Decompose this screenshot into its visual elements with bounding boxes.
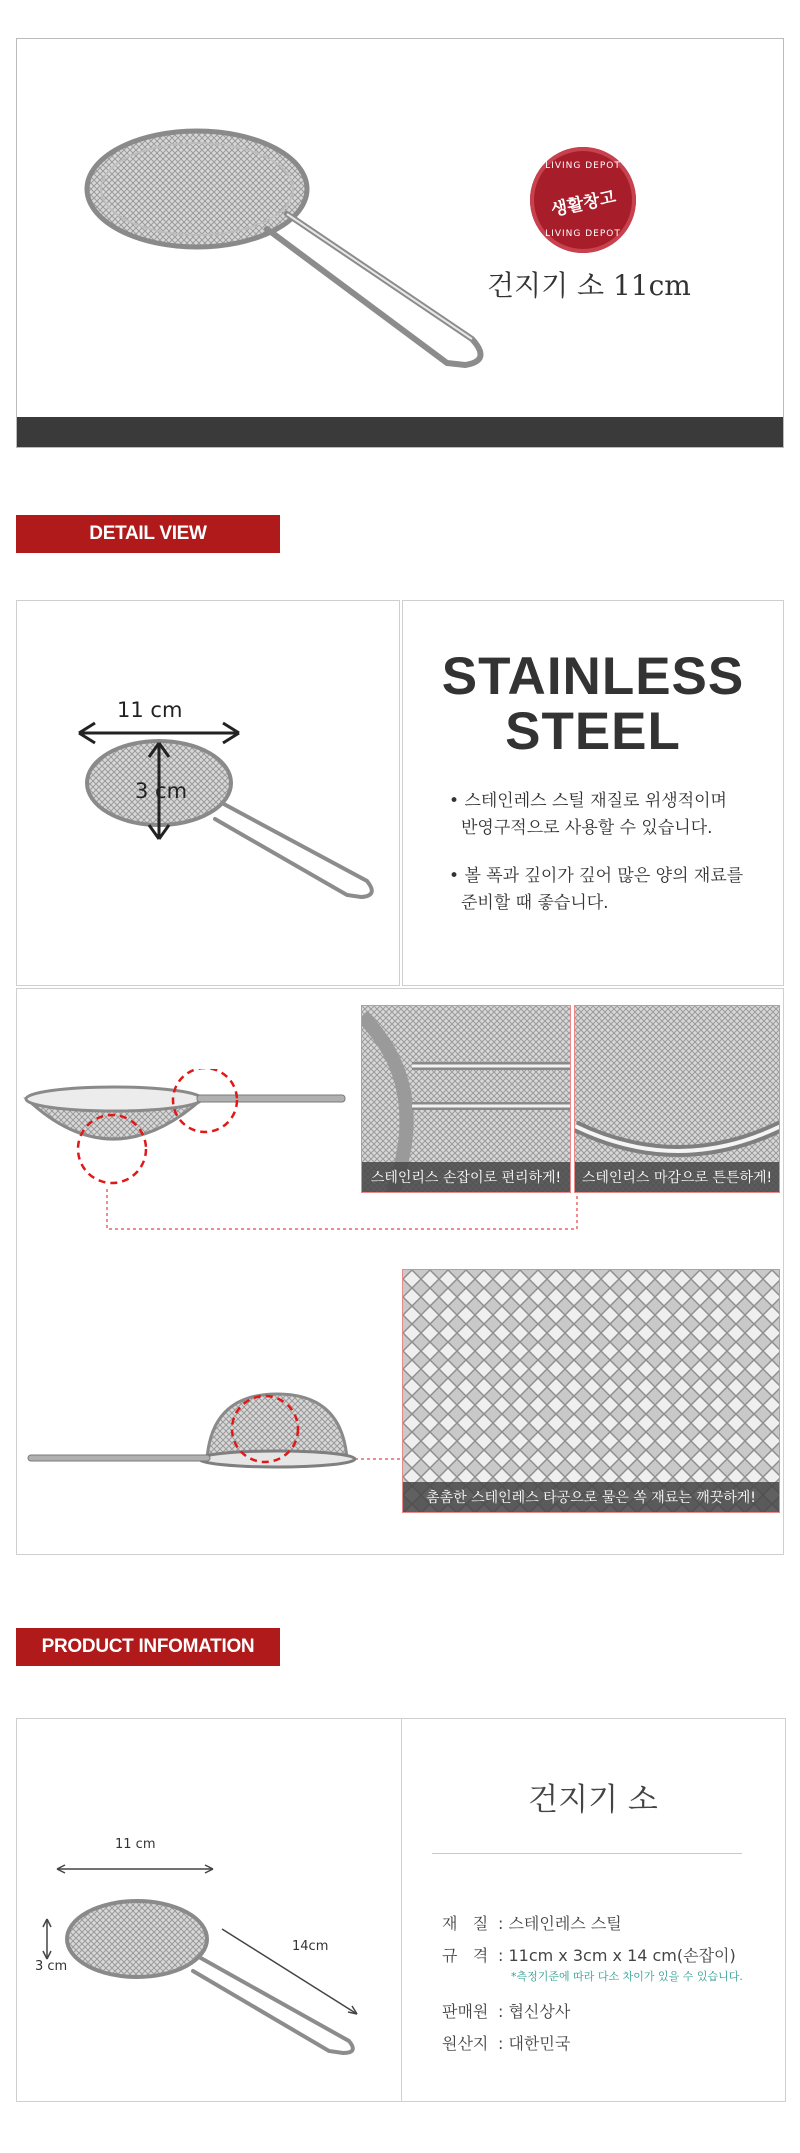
product-height-label: 3 cm	[35, 1959, 68, 1974]
spec-origin: 원산지 : 대한민국	[442, 2034, 571, 2053]
spec-note: *측정기준에 따라 다소 차이가 있을 수 있습니다.	[511, 1970, 743, 1983]
product-name: 건지기 소	[528, 1782, 658, 1818]
bullet-1: • 스테인레스 스틸 재질로 위생적이며 반영구적으로 사용할 수 있습니다.	[449, 791, 727, 838]
mesh-closeup-image	[402, 1269, 780, 1513]
product-dimension-image	[37, 1839, 387, 2069]
spec-size: 규 격 : 11cm x 3cm x 14 cm(손잡이)	[442, 1946, 736, 1965]
stamp-top-text: LIVING DEPOT	[545, 161, 621, 171]
bullet-dot: •	[449, 866, 465, 886]
strainer-image	[67, 99, 507, 419]
product-info-panel	[16, 1718, 786, 2102]
detail-text-panel	[402, 600, 784, 986]
stamp-mid-text: 생활창고	[549, 187, 618, 221]
mesh-closeup-caption: 촘촘한 스테인레스 타공으로 물은 쏙 재료는 깨끗하게!	[403, 1482, 779, 1512]
bullet-2: • 볼 폭과 깊이가 깊어 많은 양의 재료를 준비할 때 좋습니다.	[449, 866, 744, 913]
brand-stamp	[530, 147, 636, 253]
rim-closeup-caption: 스테인리스 마감으로 튼튼하게!	[575, 1162, 779, 1192]
hero-title: 건지기 소 11cm	[487, 269, 691, 302]
detail-dimension-panel	[16, 600, 400, 986]
hero-bottom-bar	[17, 417, 783, 447]
width-label: 11 cm	[117, 698, 183, 722]
handle-closeup-caption: 스테인리스 손잡이로 편리하게!	[362, 1162, 570, 1192]
bullet-dot: •	[449, 791, 465, 811]
heading-stainless: STAINLESS	[441, 647, 745, 706]
strainer-dimension-image	[57, 691, 387, 921]
product-width-label: 11 cm	[115, 1837, 156, 1852]
product-handle-label: 14cm	[292, 1939, 329, 1954]
closeup-panel	[16, 988, 784, 1555]
heading-steel: STEEL	[505, 702, 681, 761]
handle-closeup-image	[361, 1005, 571, 1193]
bowl-side-image	[22, 1389, 382, 1509]
section-bar-product-info: PRODUCT INFOMATION	[16, 1628, 280, 1666]
depth-label: 3 cm	[135, 779, 188, 803]
spec-material: 재 질 : 스테인레스 스틸	[442, 1914, 622, 1933]
product-name-divider	[432, 1853, 742, 1854]
spec-seller: 판매원 : 협신상사	[442, 2002, 571, 2021]
section-bar-detail-view: DETAIL VIEW	[16, 515, 280, 553]
stamp-bottom-text: LIVING DEPOT	[545, 229, 621, 239]
rim-closeup-image	[574, 1005, 780, 1193]
hero-panel	[16, 38, 784, 448]
